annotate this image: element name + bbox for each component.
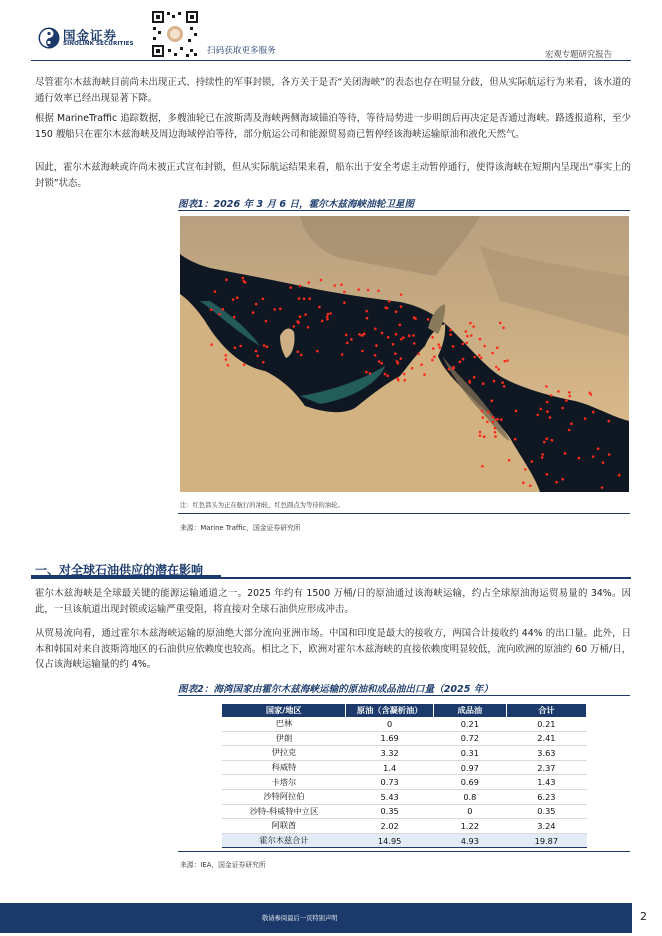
table-row xyxy=(222,804,587,819)
vessel-dot xyxy=(210,308,213,311)
vessel-dot xyxy=(499,322,502,325)
vessel-dot xyxy=(491,352,494,355)
column-header-country: 国家/地区 xyxy=(222,704,346,717)
vessel-dot xyxy=(568,429,571,432)
vessel-dot xyxy=(468,380,471,383)
vessel-dot xyxy=(242,280,245,283)
vessel-dot xyxy=(568,391,571,394)
vessel-dot xyxy=(395,310,398,313)
paragraph-2: 根据 MarineTraffic 追踪数据，多艘油轮已在波斯湾及海峡两侧海域锚泊等待，等待局势进一步明朗后再决定是否通过海峡。路透报道称，至少 150 艘船只在霍尔木兹海峡及周边海域停泊等待，部分航运公司和能源贸易商已暂停经该海峡运输原油和液化天然气。 xyxy=(35,113,631,140)
cell-country: 阿联酋 xyxy=(222,819,346,834)
vessel-dot xyxy=(491,399,494,402)
vessel-dot xyxy=(243,363,246,366)
vessel-dot xyxy=(384,373,387,376)
vessel-dot xyxy=(396,360,399,363)
vessel-dot xyxy=(492,416,495,419)
vessel-dot xyxy=(524,468,527,471)
vessel-dot xyxy=(346,342,349,345)
vessel-dot xyxy=(345,334,348,337)
vessel-dot xyxy=(225,358,228,361)
vessel-dot xyxy=(555,481,558,484)
vessel-dot xyxy=(320,279,323,282)
hormuz-satellite-map xyxy=(180,216,629,492)
vessel-dot xyxy=(551,439,554,442)
vessel-dot xyxy=(500,418,503,421)
vessel-dot xyxy=(225,279,228,282)
vessel-dot xyxy=(506,359,509,362)
vessel-dot xyxy=(262,298,265,301)
vessel-dot xyxy=(545,437,548,440)
cell-crude: 3.32 xyxy=(346,746,433,761)
vessel-dot xyxy=(561,478,564,481)
vessel-dot xyxy=(494,427,497,430)
vessel-dot xyxy=(387,336,390,339)
vessel-dot xyxy=(403,373,406,376)
vessel-dot xyxy=(495,418,498,421)
vessel-dot xyxy=(546,410,549,413)
vessel-dot xyxy=(465,330,468,333)
vessel-dot xyxy=(561,407,564,410)
cell-total: 1.43 xyxy=(506,775,586,790)
vessel-dot xyxy=(514,438,517,441)
vessel-dot xyxy=(299,315,302,318)
vessel-dot xyxy=(549,416,552,419)
vessel-dot xyxy=(255,350,258,353)
vessel-dot xyxy=(321,320,324,323)
vessel-dot xyxy=(439,346,442,349)
cell-total: 0.35 xyxy=(506,804,586,819)
vessel-dot xyxy=(340,283,343,286)
cell-products: 0.8 xyxy=(433,789,506,804)
vessel-dot xyxy=(377,290,380,293)
vessel-dot xyxy=(343,291,346,294)
vessel-dot xyxy=(557,390,560,393)
vessel-dot xyxy=(480,357,483,360)
vessel-dot xyxy=(316,350,319,353)
vessel-dot xyxy=(362,334,365,337)
vessel-dot xyxy=(289,286,292,289)
vessel-dot xyxy=(504,360,507,363)
vessel-dot xyxy=(486,421,489,424)
figure-2-title: 图表2：海湾国家由霍尔木兹海峡运输的原油和成品油出口量（2025 年） xyxy=(178,684,493,695)
cell-crude: 1.4 xyxy=(346,760,433,775)
vessel-dot xyxy=(214,290,217,293)
vessel-dot xyxy=(452,345,455,348)
column-header-products: 成品油 xyxy=(433,704,506,717)
wechat-qr-code-icon[interactable] xyxy=(150,9,200,59)
vessel-dot xyxy=(343,301,346,304)
vessel-dot xyxy=(307,326,310,329)
vessel-dot xyxy=(365,371,368,374)
column-header-crude: 原油（含凝析油） xyxy=(346,704,433,717)
table-total-row xyxy=(222,833,587,848)
cell-products: 0.69 xyxy=(433,775,506,790)
vessel-dot xyxy=(465,342,468,345)
cell-crude: 2.02 xyxy=(346,819,433,834)
vessel-dot xyxy=(263,344,266,347)
vessel-dot xyxy=(303,298,306,301)
cell-country: 伊拉克 xyxy=(222,746,346,761)
vessel-dot xyxy=(478,354,481,357)
vessel-dot xyxy=(297,351,300,354)
vessel-dot xyxy=(483,435,486,438)
vessel-dot xyxy=(304,313,307,316)
vessel-dot xyxy=(386,307,389,310)
vessel-dot xyxy=(541,456,544,459)
vessel-dot xyxy=(367,289,370,292)
vessel-dot xyxy=(496,347,499,350)
vessel-dot xyxy=(386,375,389,378)
vessel-dot xyxy=(423,373,426,376)
section-1-paragraph-1: 霍尔木兹海峡是全球最关键的能源运输通道之一。2025 年约有 1500 万桶/日的原油通过该海峡运输，约占全球原油海运贸易量的 34%。因此，一旦该航道出现封锁或运输严重受阻，将直接对全球石油供应形成冲击。 xyxy=(35,588,631,615)
cell-country: 卡塔尔 xyxy=(222,775,346,790)
vessel-dot xyxy=(462,358,465,361)
vessel-dot xyxy=(541,453,544,456)
paragraph-1: 尽管霍尔木兹海峡目前尚未出现正式、持续性的军事封锁，各方关于是否“关闭海峡”的表态也存在明显分歧，但从实际航运行为来看，该水道的通行效率已经出现显著下降。 xyxy=(35,77,631,104)
vessel-dot xyxy=(522,482,525,485)
vessel-dot xyxy=(473,356,476,359)
vessel-dot xyxy=(273,308,276,311)
cell-total: 3.24 xyxy=(506,819,586,834)
vessel-dot xyxy=(375,344,378,347)
vessel-dot xyxy=(494,431,497,434)
vessel-dot xyxy=(483,345,486,348)
cell-total: 2.41 xyxy=(506,731,586,746)
vessel-dot xyxy=(592,455,595,458)
vessel-dot xyxy=(503,385,506,388)
vessel-dot xyxy=(381,332,384,335)
vessel-dot xyxy=(232,298,235,301)
logo-chinese-name: 国金证券 xyxy=(63,28,118,43)
vessel-dot xyxy=(492,421,495,424)
cell-products: 0.21 xyxy=(433,717,506,731)
vessel-dot xyxy=(341,353,344,356)
cell-crude: 1.69 xyxy=(346,731,433,746)
vessel-dot xyxy=(543,441,546,444)
vessel-dot xyxy=(394,352,397,355)
cell-country: 霍尔木兹合计 xyxy=(222,833,346,848)
vessel-dot xyxy=(374,328,377,331)
vessel-dot xyxy=(590,393,593,396)
vessel-dot xyxy=(256,355,259,358)
vessel-dot xyxy=(432,347,435,350)
vessel-dot xyxy=(222,308,225,311)
vessel-dot xyxy=(618,474,621,477)
vessel-dot xyxy=(279,308,282,311)
vessel-dot xyxy=(452,366,455,369)
vessel-dot xyxy=(472,325,475,328)
cell-crude: 0 xyxy=(346,717,433,731)
figure-1-title: 图表1：2026 年 3 月 6 日，霍尔木兹海峡油轮卫星图 xyxy=(178,199,415,210)
vessel-dot xyxy=(350,338,353,341)
vessel-dot xyxy=(233,316,236,319)
vessel-dot xyxy=(462,343,465,346)
section-1-paragraph-2: 从贸易流向看，通过霍尔木兹海峡运输的原油绝大部分流向亚洲市场。中国和印度是最大的接收方，两国合计接收约 44% 的出口量。此外，日本和韩国对来自波斯湾地区的石油供应依赖度也较高。相比之下，欧洲对霍尔木兹海峡的直接依赖度明显较低，流向欧洲的原油约 60 万桶/日，仅占该海峡运输量的约 4%。 xyxy=(35,628,631,671)
vessel-dot xyxy=(470,334,473,337)
vessel-dot xyxy=(236,296,239,299)
vessel-dot xyxy=(466,335,469,338)
vessel-dot xyxy=(592,411,595,414)
table-row xyxy=(222,775,587,790)
vessel-dot xyxy=(546,473,549,476)
export-volume-table xyxy=(222,704,587,848)
vessel-dot xyxy=(437,343,440,346)
vessel-dot xyxy=(400,293,403,296)
vessel-dot xyxy=(508,459,511,462)
vessel-dot xyxy=(570,423,573,426)
vessel-dot xyxy=(481,410,484,413)
vessel-dot xyxy=(239,345,242,348)
vessel-dot xyxy=(210,343,213,346)
vessel-dot xyxy=(569,395,572,398)
vessel-dot xyxy=(414,317,417,320)
vessel-dot xyxy=(366,310,369,313)
vessel-dot xyxy=(296,320,299,323)
vessel-dot xyxy=(299,285,302,288)
vessel-dot xyxy=(427,318,430,321)
cell-total: 19.87 xyxy=(506,833,586,848)
vessel-dot xyxy=(546,401,549,404)
vessel-dot xyxy=(308,281,311,284)
figure-1-note: 注：红色箭头为正在航行的油轮，红色圆点为等待的油轮。 xyxy=(180,502,344,509)
vessel-dot xyxy=(602,461,605,464)
vessel-dot xyxy=(420,363,423,366)
footer-disclaimer[interactable]: 敬请参阅最后一页特别声明 xyxy=(262,915,338,922)
vessel-dot xyxy=(536,414,539,417)
cell-crude: 0.35 xyxy=(346,804,433,819)
vessel-dot xyxy=(358,333,361,336)
vessel-dot xyxy=(326,316,329,319)
vessel-dot xyxy=(218,313,221,316)
logo-english-name: SINOLINK SECURITIES xyxy=(63,41,134,47)
vessel-dot xyxy=(515,410,518,413)
paragraph-3: 因此，霍尔木兹海峡或许尚未被正式宣布封锁，但从实际航运结果来看，船东出于安全考虑主动暂停通行，使得该海峡在短期内呈现出“事实上的封锁”状态。 xyxy=(35,162,631,189)
cell-crude: 5.43 xyxy=(346,789,433,804)
cell-total: 3.63 xyxy=(506,746,586,761)
vessel-dot xyxy=(234,347,237,350)
vessel-dot xyxy=(227,364,230,367)
vessel-dot xyxy=(380,362,383,365)
vessel-dot xyxy=(473,376,476,379)
vessel-dot xyxy=(502,327,505,330)
column-header-total: 合计 xyxy=(506,704,586,717)
vessel-dot xyxy=(255,303,258,306)
vessel-dot xyxy=(262,361,265,364)
figure-2-bottom-rule xyxy=(178,851,630,852)
header-divider xyxy=(31,60,631,61)
vessel-dot xyxy=(403,379,406,382)
cell-country: 沙特-科威特中立区 xyxy=(222,804,346,819)
vessel-dot xyxy=(578,457,581,460)
vessel-dot xyxy=(400,338,403,341)
vessel-dot xyxy=(531,460,534,463)
vessel-dot xyxy=(412,334,415,337)
vessel-dot xyxy=(326,318,329,321)
table-row xyxy=(222,717,587,731)
cell-products: 4.93 xyxy=(433,833,506,848)
vessel-dot xyxy=(329,312,332,315)
vessel-dot xyxy=(366,317,369,320)
vessel-dot xyxy=(242,277,245,280)
vessel-dot xyxy=(601,486,604,489)
cell-country: 巴林 xyxy=(222,717,346,731)
vessel-dot xyxy=(449,329,452,332)
vessel-dot xyxy=(397,379,400,382)
vessel-dot xyxy=(327,313,330,316)
sinolink-logo-icon xyxy=(38,27,60,49)
vessel-dot xyxy=(433,356,436,359)
vessel-dot xyxy=(400,305,403,308)
cell-country: 科威特 xyxy=(222,760,346,775)
vessel-dot xyxy=(224,354,227,357)
vessel-dot xyxy=(374,354,377,357)
vessel-dot xyxy=(493,380,496,383)
vessel-dot xyxy=(418,353,421,356)
vessel-dot xyxy=(565,399,568,402)
cell-total: 2.37 xyxy=(506,760,586,775)
vessel-dot xyxy=(266,346,269,349)
vessel-dot xyxy=(334,284,337,287)
vessel-dot xyxy=(357,288,360,291)
table-row xyxy=(222,789,587,804)
vessel-dot xyxy=(402,336,405,339)
vessel-dot xyxy=(597,447,600,450)
vessel-dot xyxy=(501,381,504,384)
cell-country: 伊朗 xyxy=(222,731,346,746)
vessel-dot xyxy=(408,334,411,337)
figure-1-source: 来源：Marine Traffic，国金证券研究所 xyxy=(180,524,301,532)
vessel-dot xyxy=(300,354,303,357)
vessel-dot xyxy=(265,320,268,323)
vessel-dot xyxy=(482,416,485,419)
vessel-dot xyxy=(378,360,381,363)
cell-products: 0 xyxy=(433,804,506,819)
vessel-dot xyxy=(487,411,490,414)
page-number: 2 xyxy=(640,910,647,923)
cell-total: 0.21 xyxy=(506,717,586,731)
vessel-dot xyxy=(479,431,482,434)
scan-for-services-text: 扫码获取更多服务 xyxy=(207,46,276,56)
report-type-label: 宏观专题研究报告 xyxy=(545,49,612,59)
vessel-dot xyxy=(431,336,434,339)
vessel-dot xyxy=(318,306,321,309)
vessel-dot xyxy=(449,333,452,336)
vessel-dot xyxy=(388,300,391,303)
vessel-dot xyxy=(529,484,532,487)
vessel-dot xyxy=(545,385,548,388)
cell-country: 沙特阿拉伯 xyxy=(222,789,346,804)
vessel-dot xyxy=(584,417,587,420)
section-1-title: 一、对全球石油供应的潜在影响 xyxy=(35,563,204,577)
cell-products: 0.97 xyxy=(433,760,506,775)
cell-products: 1.22 xyxy=(433,819,506,834)
vessel-dot xyxy=(298,297,301,300)
figure-2-source: 来源：IEA，国金证券研究所 xyxy=(180,861,266,869)
figure-2-rule xyxy=(178,695,630,696)
table-row xyxy=(222,760,587,775)
vessel-dot xyxy=(400,357,403,360)
figure-1-rule xyxy=(178,210,630,211)
vessel-dot xyxy=(361,350,364,353)
vessel-dot xyxy=(392,343,395,346)
vessel-dot xyxy=(564,452,567,455)
vessel-dot xyxy=(479,434,482,437)
figure-1-bottom-rule xyxy=(178,513,630,514)
vessel-dot xyxy=(469,322,472,325)
vessel-dot xyxy=(411,367,414,370)
vessel-dot xyxy=(369,372,372,375)
vessel-dot xyxy=(308,297,311,300)
vessel-dot xyxy=(481,465,484,468)
vessel-dot xyxy=(497,368,500,371)
cell-crude: 0.73 xyxy=(346,775,433,790)
vessel-dot xyxy=(413,342,416,345)
vessel-dot xyxy=(252,311,255,314)
vessel-dot xyxy=(550,394,553,397)
vessel-dot xyxy=(608,420,611,423)
cell-products: 0.72 xyxy=(433,731,506,746)
table-row xyxy=(222,746,587,761)
table-row xyxy=(222,819,587,834)
vessel-dot xyxy=(494,435,497,438)
vessel-dot xyxy=(293,325,296,328)
vessel-dot xyxy=(395,333,398,336)
cell-crude: 14.95 xyxy=(346,833,433,848)
vessel-dot xyxy=(479,338,482,341)
vessel-dot xyxy=(448,368,451,371)
vessel-dot xyxy=(431,359,434,362)
vessel-dot xyxy=(608,453,611,456)
cell-total: 6.23 xyxy=(506,789,586,804)
table-row xyxy=(222,731,587,746)
cell-products: 0.31 xyxy=(433,746,506,761)
vessel-dot xyxy=(540,408,543,411)
vessel-dot xyxy=(482,382,485,385)
vessel-dot xyxy=(399,324,402,327)
vessel-dot xyxy=(495,366,498,369)
vessel-dot xyxy=(459,361,462,364)
